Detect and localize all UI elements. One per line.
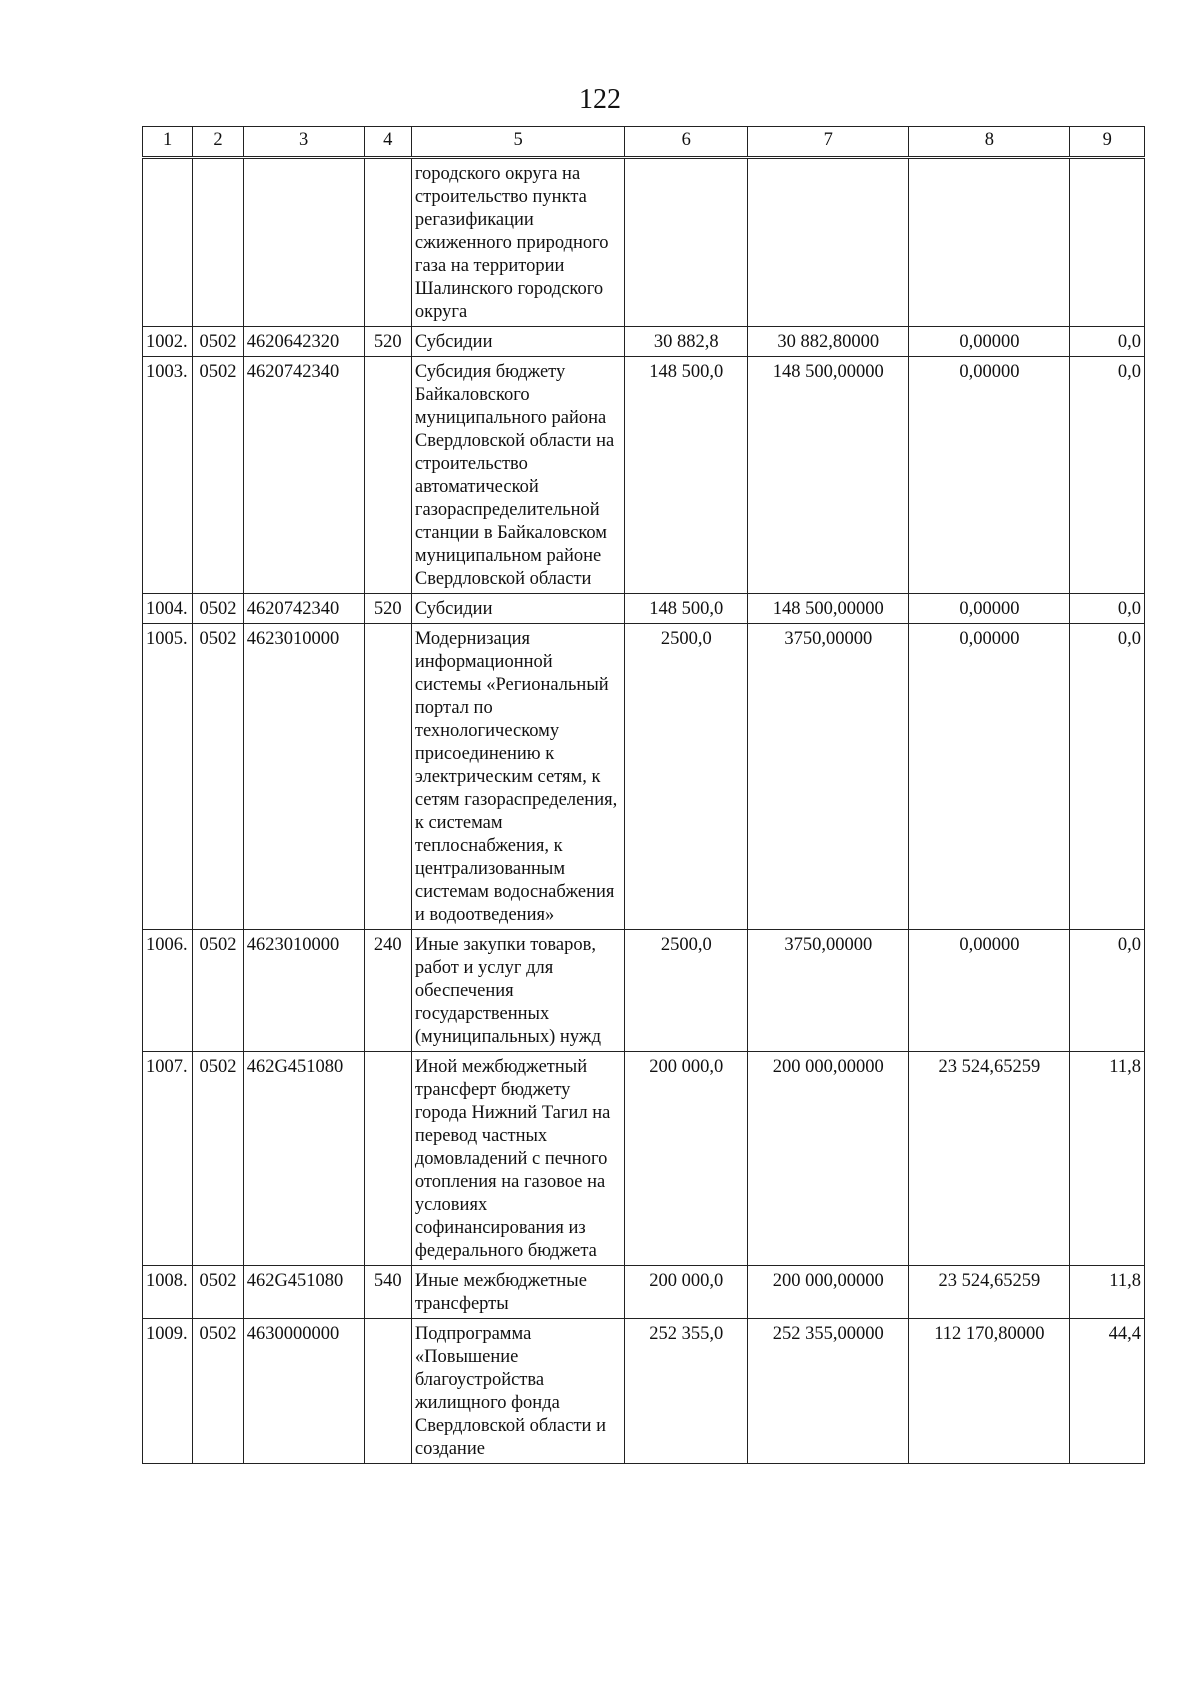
table-row	[143, 327, 1145, 357]
plan-amount-cell: 200 000,0	[625, 1052, 748, 1266]
expense-type-cell	[364, 1319, 411, 1464]
target-article-cell: 4620642320	[243, 327, 364, 357]
refined-amount-cell: 200 000,00000	[748, 1052, 909, 1266]
section-code-cell: 0502	[193, 930, 243, 1052]
plan-amount-cell: 148 500,0	[625, 357, 748, 594]
table-row	[143, 1052, 1145, 1266]
percent-cell: 0,0	[1070, 594, 1145, 624]
executed-amount-cell: 23 524,65259	[909, 1266, 1070, 1319]
section-code-cell: 0502	[193, 327, 243, 357]
row-number-cell: 1004.	[143, 594, 193, 624]
page-number: 122	[579, 84, 621, 115]
percent-cell: 0,0	[1070, 357, 1145, 594]
plan-amount-cell: 30 882,8	[625, 327, 748, 357]
expense-type-cell: 540	[364, 1266, 411, 1319]
refined-amount-cell: 200 000,00000	[748, 1266, 909, 1319]
table-row	[143, 1319, 1145, 1464]
target-article-cell: 4623010000	[243, 930, 364, 1052]
column-header: 7	[748, 127, 909, 158]
item-name-cell: Иные межбюджетные трансферты	[411, 1266, 624, 1319]
percent-cell: 11,8	[1070, 1052, 1145, 1266]
column-header: 4	[364, 127, 411, 158]
budget-table	[142, 126, 1145, 1464]
executed-amount-cell: 0,00000	[909, 930, 1070, 1052]
section-code-cell: 0502	[193, 1052, 243, 1266]
row-number-cell: 1002.	[143, 327, 193, 357]
target-article-cell: 4623010000	[243, 624, 364, 930]
column-header: 6	[625, 127, 748, 158]
section-code-cell: 0502	[193, 1319, 243, 1464]
plan-amount-cell: 200 000,0	[625, 1266, 748, 1319]
item-name-cell: Подпрограмма «Повышение благоустройства жилищного фонда Свердловской области и создание	[411, 1319, 624, 1464]
percent-cell: 0,0	[1070, 327, 1145, 357]
target-article-cell: 4630000000	[243, 1319, 364, 1464]
plan-amount-cell	[625, 158, 748, 327]
plan-amount-cell: 2500,0	[625, 624, 748, 930]
column-header: 1	[143, 127, 193, 158]
row-number-cell: 1003.	[143, 357, 193, 594]
table-row	[143, 1266, 1145, 1319]
row-number-cell: 1008.	[143, 1266, 193, 1319]
row-number-cell: 1006.	[143, 930, 193, 1052]
row-number-cell	[143, 158, 193, 327]
column-header: 3	[243, 127, 364, 158]
plan-amount-cell: 148 500,0	[625, 594, 748, 624]
refined-amount-cell: 148 500,00000	[748, 594, 909, 624]
percent-cell: 44,4	[1070, 1319, 1145, 1464]
column-header: 8	[909, 127, 1070, 158]
section-code-cell: 0502	[193, 1266, 243, 1319]
percent-cell	[1070, 158, 1145, 327]
refined-amount-cell: 3750,00000	[748, 930, 909, 1052]
percent-cell: 11,8	[1070, 1266, 1145, 1319]
section-code-cell: 0502	[193, 624, 243, 930]
executed-amount-cell: 0,00000	[909, 594, 1070, 624]
percent-cell: 0,0	[1070, 624, 1145, 930]
refined-amount-cell: 30 882,80000	[748, 327, 909, 357]
expense-type-cell	[364, 357, 411, 594]
executed-amount-cell	[909, 158, 1070, 327]
item-name-cell: Субсидии	[411, 594, 624, 624]
expense-type-cell	[364, 158, 411, 327]
table-row	[143, 930, 1145, 1052]
row-number-cell: 1005.	[143, 624, 193, 930]
row-number-cell: 1007.	[143, 1052, 193, 1266]
target-article-cell	[243, 158, 364, 327]
item-name-cell: Субсидия бюджету Байкаловского муниципального района Свердловской области на строительство автоматической газораспределительной станции в Байкаловском муниципальном районе Свердловской области	[411, 357, 624, 594]
column-header: 2	[193, 127, 243, 158]
table-row	[143, 624, 1145, 930]
row-number-cell: 1009.	[143, 1319, 193, 1464]
item-name-cell: Субсидии	[411, 327, 624, 357]
item-name-cell: городского округа на строительство пункта регазификации сжиженного природного газа на территории Шалинского городского округа	[411, 158, 624, 327]
table-row	[143, 357, 1145, 594]
target-article-cell: 462G451080	[243, 1266, 364, 1319]
executed-amount-cell: 112 170,80000	[909, 1319, 1070, 1464]
percent-cell: 0,0	[1070, 930, 1145, 1052]
header-row	[143, 127, 1145, 158]
column-header: 9	[1070, 127, 1145, 158]
column-header: 5	[411, 127, 624, 158]
target-article-cell: 462G451080	[243, 1052, 364, 1266]
table-row	[143, 594, 1145, 624]
target-article-cell: 4620742340	[243, 594, 364, 624]
item-name-cell: Иные закупки товаров, работ и услуг для обеспечения государственных (муниципальных) нужд	[411, 930, 624, 1052]
expense-type-cell	[364, 1052, 411, 1266]
executed-amount-cell: 0,00000	[909, 357, 1070, 594]
executed-amount-cell: 23 524,65259	[909, 1052, 1070, 1266]
plan-amount-cell: 252 355,0	[625, 1319, 748, 1464]
section-code-cell: 0502	[193, 357, 243, 594]
expense-type-cell	[364, 624, 411, 930]
item-name-cell: Модернизация информационной системы «Региональный портал по технологическому присоединению к электрическим сетям, к сетям газораспределения, к системам теплоснабжения, к централизованным системам водоснабжения и водоотведения»	[411, 624, 624, 930]
expense-type-cell: 520	[364, 327, 411, 357]
expense-type-cell: 520	[364, 594, 411, 624]
executed-amount-cell: 0,00000	[909, 327, 1070, 357]
executed-amount-cell: 0,00000	[909, 624, 1070, 930]
section-code-cell: 0502	[193, 594, 243, 624]
target-article-cell: 4620742340	[243, 357, 364, 594]
refined-amount-cell	[748, 158, 909, 327]
item-name-cell: Иной межбюджетный трансферт бюджету города Нижний Тагил на перевод частных домовладений с печного отопления на газовое на условиях софинансирования из федерального бюджета	[411, 1052, 624, 1266]
section-code-cell	[193, 158, 243, 327]
plan-amount-cell: 2500,0	[625, 930, 748, 1052]
refined-amount-cell: 252 355,00000	[748, 1319, 909, 1464]
expense-type-cell: 240	[364, 930, 411, 1052]
refined-amount-cell: 3750,00000	[748, 624, 909, 930]
table-row	[143, 158, 1145, 327]
refined-amount-cell: 148 500,00000	[748, 357, 909, 594]
